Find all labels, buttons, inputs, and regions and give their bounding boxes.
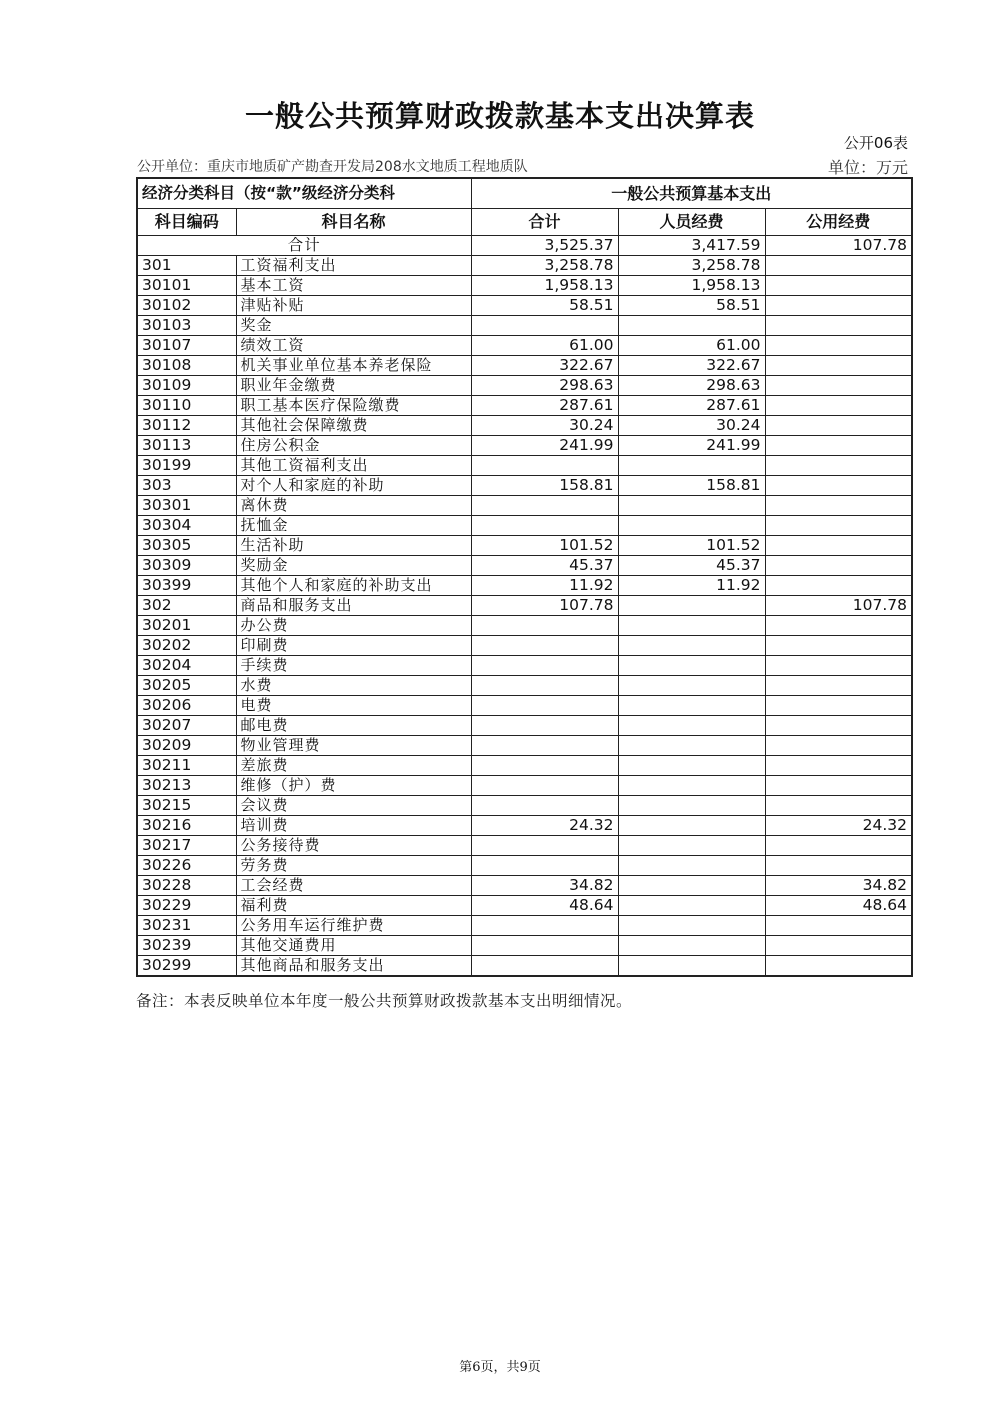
- row-code: 30217: [137, 835, 236, 855]
- row-public: [765, 455, 912, 475]
- expense-group-header: 一般公共预算基本支出: [471, 178, 912, 208]
- row-name: 住房公积金: [236, 435, 471, 455]
- row-code: 30213: [137, 775, 236, 795]
- table-row: [137, 775, 912, 795]
- table-row: [137, 495, 912, 515]
- row-code: 30201: [137, 615, 236, 635]
- row-total: 1,958.13: [471, 275, 618, 295]
- row-name: 对个人和家庭的补助: [236, 475, 471, 495]
- row-personnel: 11.92: [618, 575, 765, 595]
- row-personnel: [618, 595, 765, 615]
- row-name: 其他商品和服务支出: [236, 955, 471, 976]
- row-name: 职工基本医疗保险缴费: [236, 395, 471, 415]
- row-code: 30309: [137, 555, 236, 575]
- row-code: 30205: [137, 675, 236, 695]
- row-public: [765, 315, 912, 335]
- row-total: 3,258.78: [471, 255, 618, 275]
- row-code: 30204: [137, 655, 236, 675]
- row-total: 61.00: [471, 335, 618, 355]
- row-personnel: 58.51: [618, 295, 765, 315]
- row-total: [471, 735, 618, 755]
- row-total: 30.24: [471, 415, 618, 435]
- row-personnel: 158.81: [618, 475, 765, 495]
- row-total: 34.82: [471, 875, 618, 895]
- table-row: [137, 855, 912, 875]
- row-code: 30229: [137, 895, 236, 915]
- category-row: [137, 255, 912, 275]
- form-number: 公开06表: [843, 134, 908, 152]
- row-name: 基本工资: [236, 275, 471, 295]
- row-total: [471, 455, 618, 475]
- row-name: 差旅费: [236, 755, 471, 775]
- row-code: 30199: [137, 455, 236, 475]
- row-total: [471, 635, 618, 655]
- row-name: 工资福利支出: [236, 255, 471, 275]
- row-total: 298.63: [471, 375, 618, 395]
- table-row: [137, 535, 912, 555]
- row-public: [765, 635, 912, 655]
- table-row: [137, 635, 912, 655]
- row-public: [765, 615, 912, 635]
- row-name: 维修（护）费: [236, 775, 471, 795]
- row-public: [765, 395, 912, 415]
- column-header-code: 科目编码: [137, 208, 236, 235]
- row-name: 印刷费: [236, 635, 471, 655]
- row-code: 30215: [137, 795, 236, 815]
- table-row: [137, 295, 912, 315]
- table-row: [137, 895, 912, 915]
- row-total: 11.92: [471, 575, 618, 595]
- row-code: 301: [137, 255, 236, 275]
- row-name: 职业年金缴费: [236, 375, 471, 395]
- page-title: 一般公共预算财政拨款基本支出决算表: [244, 99, 755, 133]
- row-total: 24.32: [471, 815, 618, 835]
- row-code: 30211: [137, 755, 236, 775]
- table-note: 备注：本表反映单位本年度一般公共预算财政拨款基本支出明细情况。: [136, 992, 633, 1010]
- row-code: 30216: [137, 815, 236, 835]
- row-personnel: [618, 815, 765, 835]
- row-code: 30110: [137, 395, 236, 415]
- row-name: 奖金: [236, 315, 471, 335]
- table-row: [137, 575, 912, 595]
- row-personnel: [618, 795, 765, 815]
- row-public: [765, 795, 912, 815]
- total-personnel: 3,417.59: [618, 235, 765, 255]
- row-name: 公务用车运行维护费: [236, 915, 471, 935]
- table-row: [137, 755, 912, 775]
- row-public: [765, 755, 912, 775]
- row-name: 奖励金: [236, 555, 471, 575]
- row-public: [765, 935, 912, 955]
- row-public: [765, 295, 912, 315]
- row-public: [765, 575, 912, 595]
- row-personnel: [618, 735, 765, 755]
- row-code: 30299: [137, 955, 236, 976]
- row-personnel: [618, 915, 765, 935]
- table-row: [137, 275, 912, 295]
- category-group-header: 经济分类科目（按“款”级经济分类科: [137, 178, 471, 208]
- row-public: [765, 835, 912, 855]
- row-code: 30399: [137, 575, 236, 595]
- row-name: 公务接待费: [236, 835, 471, 855]
- row-code: 303: [137, 475, 236, 495]
- row-total: 287.61: [471, 395, 618, 415]
- row-public: 34.82: [765, 875, 912, 895]
- row-code: 30207: [137, 715, 236, 735]
- row-public: [765, 695, 912, 715]
- row-total: [471, 835, 618, 855]
- row-personnel: 287.61: [618, 395, 765, 415]
- category-row: [137, 595, 912, 615]
- table-row: [137, 395, 912, 415]
- table-row: [137, 375, 912, 395]
- table-row: [137, 355, 912, 375]
- table-row: [137, 915, 912, 935]
- row-personnel: [618, 515, 765, 535]
- row-total: [471, 775, 618, 795]
- row-code: 30226: [137, 855, 236, 875]
- budget-table: [136, 177, 913, 977]
- row-public: [765, 255, 912, 275]
- row-public: [765, 375, 912, 395]
- row-personnel: [618, 655, 765, 675]
- row-public: [765, 495, 912, 515]
- row-code: 30107: [137, 335, 236, 355]
- row-name: 其他交通费用: [236, 935, 471, 955]
- total-amount: 3,525.37: [471, 235, 618, 255]
- table-row: [137, 415, 912, 435]
- row-total: 158.81: [471, 475, 618, 495]
- row-code: 30109: [137, 375, 236, 395]
- row-personnel: [618, 835, 765, 855]
- row-public: [765, 535, 912, 555]
- row-total: [471, 755, 618, 775]
- table-row: [137, 655, 912, 675]
- row-total: 107.78: [471, 595, 618, 615]
- row-public: [765, 655, 912, 675]
- row-personnel: [618, 895, 765, 915]
- row-personnel: [618, 695, 765, 715]
- currency-unit: 单位：万元: [827, 158, 908, 177]
- row-personnel: [618, 855, 765, 875]
- table-row: [137, 815, 912, 835]
- row-personnel: [618, 755, 765, 775]
- table-row: [137, 435, 912, 455]
- row-total: [471, 915, 618, 935]
- row-personnel: 61.00: [618, 335, 765, 355]
- table-row: [137, 835, 912, 855]
- total-row: [137, 235, 912, 255]
- row-name: 离休费: [236, 495, 471, 515]
- row-code: 30301: [137, 495, 236, 515]
- row-code: 30206: [137, 695, 236, 715]
- row-public: [765, 415, 912, 435]
- row-name: 生活补助: [236, 535, 471, 555]
- row-personnel: [618, 635, 765, 655]
- table-row: [137, 615, 912, 635]
- table-row: [137, 795, 912, 815]
- row-personnel: 322.67: [618, 355, 765, 375]
- row-code: 30228: [137, 875, 236, 895]
- row-public: [765, 775, 912, 795]
- row-code: 30113: [137, 435, 236, 455]
- table-row: [137, 955, 912, 976]
- row-personnel: 3,258.78: [618, 255, 765, 275]
- table-row: [137, 735, 912, 755]
- row-public: [765, 955, 912, 976]
- row-total: [471, 615, 618, 635]
- row-total: [471, 715, 618, 735]
- row-total: 101.52: [471, 535, 618, 555]
- table-row: [137, 715, 912, 735]
- row-total: 322.67: [471, 355, 618, 375]
- row-public: [765, 475, 912, 495]
- table-row: [137, 935, 912, 955]
- row-personnel: [618, 495, 765, 515]
- row-personnel: [618, 935, 765, 955]
- row-public: [765, 915, 912, 935]
- row-total: [471, 935, 618, 955]
- row-code: 30103: [137, 315, 236, 335]
- row-name: 抚恤金: [236, 515, 471, 535]
- row-public: 48.64: [765, 895, 912, 915]
- row-name: 邮电费: [236, 715, 471, 735]
- row-name: 水费: [236, 675, 471, 695]
- table-row: [137, 675, 912, 695]
- row-code: 30108: [137, 355, 236, 375]
- row-name: 培训费: [236, 815, 471, 835]
- row-name: 福利费: [236, 895, 471, 915]
- row-name: 津贴补贴: [236, 295, 471, 315]
- row-total: [471, 675, 618, 695]
- row-personnel: [618, 455, 765, 475]
- row-personnel: [618, 775, 765, 795]
- row-total: [471, 955, 618, 976]
- row-total: [471, 515, 618, 535]
- row-personnel: 30.24: [618, 415, 765, 435]
- row-total: [471, 695, 618, 715]
- category-row: [137, 475, 912, 495]
- reporting-unit: 公开单位：重庆市地质矿产勘查开发局208水文地质工程地质队: [137, 159, 528, 175]
- table-row: [137, 455, 912, 475]
- row-code: 30101: [137, 275, 236, 295]
- row-code: 30209: [137, 735, 236, 755]
- row-name: 电费: [236, 695, 471, 715]
- column-header-total: 合计: [471, 208, 618, 235]
- row-name: 手续费: [236, 655, 471, 675]
- row-public: [765, 275, 912, 295]
- page-number: 第6页，共9页: [459, 1360, 541, 1375]
- row-name: 绩效工资: [236, 335, 471, 355]
- row-total: 241.99: [471, 435, 618, 455]
- column-header-public: 公用经费: [765, 208, 912, 235]
- row-name: 会议费: [236, 795, 471, 815]
- row-name: 其他工资福利支出: [236, 455, 471, 475]
- row-code: 30305: [137, 535, 236, 555]
- total-public: 107.78: [765, 235, 912, 255]
- row-name: 工会经费: [236, 875, 471, 895]
- column-header-personnel: 人员经费: [618, 208, 765, 235]
- row-personnel: [618, 955, 765, 976]
- row-total: [471, 795, 618, 815]
- row-personnel: 298.63: [618, 375, 765, 395]
- table-row: [137, 695, 912, 715]
- row-personnel: [618, 875, 765, 895]
- row-personnel: [618, 315, 765, 335]
- row-public: 24.32: [765, 815, 912, 835]
- row-personnel: 1,958.13: [618, 275, 765, 295]
- table-row: [137, 875, 912, 895]
- row-public: [765, 735, 912, 755]
- row-name: 其他社会保障缴费: [236, 415, 471, 435]
- column-header-name: 科目名称: [236, 208, 471, 235]
- row-public: [765, 515, 912, 535]
- row-code: 30239: [137, 935, 236, 955]
- row-name: 机关事业单位基本养老保险: [236, 355, 471, 375]
- row-personnel: 45.37: [618, 555, 765, 575]
- row-code: 30231: [137, 915, 236, 935]
- row-name: 办公费: [236, 615, 471, 635]
- row-public: [765, 435, 912, 455]
- row-total: [471, 655, 618, 675]
- row-code: 30202: [137, 635, 236, 655]
- row-name: 劳务费: [236, 855, 471, 875]
- row-total: 45.37: [471, 555, 618, 575]
- table-row: [137, 335, 912, 355]
- total-label: 合计: [137, 235, 471, 255]
- row-personnel: [618, 715, 765, 735]
- row-code: 30102: [137, 295, 236, 315]
- row-public: [765, 715, 912, 735]
- row-public: 107.78: [765, 595, 912, 615]
- row-total: [471, 315, 618, 335]
- row-public: [765, 675, 912, 695]
- row-code: 302: [137, 595, 236, 615]
- row-total: [471, 855, 618, 875]
- table-row: [137, 515, 912, 535]
- row-code: 30304: [137, 515, 236, 535]
- row-public: [765, 355, 912, 375]
- row-total: [471, 495, 618, 515]
- row-name: 其他个人和家庭的补助支出: [236, 575, 471, 595]
- row-total: 58.51: [471, 295, 618, 315]
- row-personnel: [618, 675, 765, 695]
- row-public: [765, 855, 912, 875]
- row-public: [765, 555, 912, 575]
- row-code: 30112: [137, 415, 236, 435]
- row-personnel: [618, 615, 765, 635]
- row-name: 商品和服务支出: [236, 595, 471, 615]
- row-name: 物业管理费: [236, 735, 471, 755]
- table-row: [137, 315, 912, 335]
- row-total: 48.64: [471, 895, 618, 915]
- row-personnel: 241.99: [618, 435, 765, 455]
- table-row: [137, 555, 912, 575]
- row-personnel: 101.52: [618, 535, 765, 555]
- row-public: [765, 335, 912, 355]
